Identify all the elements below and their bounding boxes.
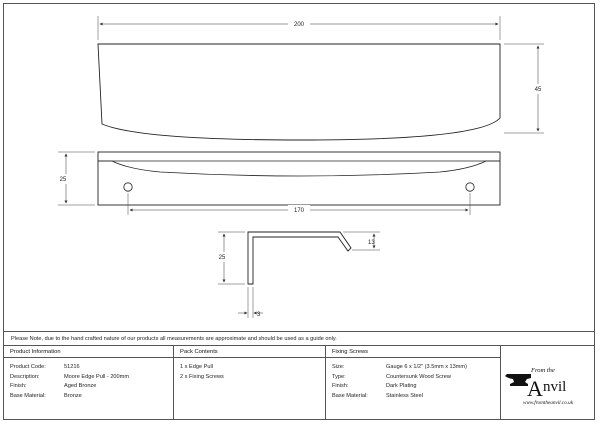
row-value: Aged Bronze <box>64 383 97 390</box>
disclaimer-note: Please Note, due to the hand crafted nature of our products all measurements are approximate and should be used as a guide only. <box>4 331 595 345</box>
row-value: Stainless Steel <box>386 392 424 399</box>
row-label: Base Material: <box>332 392 368 399</box>
spec-table <box>4 345 595 419</box>
table-row <box>4 392 173 402</box>
screw-hole-left <box>124 183 132 191</box>
row-label: Finish: <box>10 383 27 390</box>
row-value: Dark Plating <box>386 383 417 390</box>
logo-section <box>501 346 595 420</box>
logo-from-the: From the <box>531 367 555 374</box>
from-the-anvil-logo <box>501 346 595 420</box>
table-row <box>4 382 173 392</box>
edge-pull-front-outline <box>98 152 500 205</box>
row-value: 51216 <box>64 364 80 370</box>
top-height-dim: 45 <box>534 87 542 93</box>
product-info-heading: Product Information <box>4 346 173 358</box>
row-label: Description: <box>10 373 40 380</box>
row-value: Bronze <box>64 392 82 399</box>
logo-brand-initial: A <box>527 376 543 401</box>
logo-url: www.fromtheanvil.co.uk <box>523 400 573 406</box>
top-width-dim: 200 <box>293 22 305 28</box>
table-row <box>326 373 500 383</box>
row-label: Size: <box>332 364 345 370</box>
top-view <box>98 16 544 140</box>
list-item <box>174 363 325 373</box>
lip-height-dim: 13 <box>368 240 375 246</box>
table-row <box>4 363 173 373</box>
row-value: Gauge 6 x 1/2" (3.5mm x 13mm) <box>386 364 467 370</box>
list-item <box>174 373 325 383</box>
edge-pull-profile <box>248 232 351 284</box>
fixing-screws-heading: Fixing Screws <box>326 346 500 358</box>
pack-contents-section <box>174 346 326 420</box>
table-row <box>4 373 173 383</box>
profile-height-dim: 25 <box>218 255 226 261</box>
table-row <box>326 363 500 373</box>
profile-view <box>215 232 380 318</box>
fixing-screws-section <box>326 346 501 420</box>
row-value: Countersunk Wood Screw <box>386 373 451 380</box>
pack-item: 1 x Edge Pull <box>180 364 213 370</box>
row-value: Moore Edge Pull - 200mm <box>64 373 129 380</box>
table-row <box>326 382 500 392</box>
hole-spacing-dim: 170 <box>293 208 305 214</box>
edge-pull-top-outline <box>98 44 500 140</box>
side-height-dim: 25 <box>59 177 67 183</box>
row-label: Type: <box>332 373 346 380</box>
thickness-dim: 3 <box>257 312 261 318</box>
table-row <box>326 392 500 402</box>
logo-brand-name: nvil <box>543 379 567 395</box>
row-label: Base Material: <box>10 392 46 399</box>
row-label: Finish: <box>332 383 349 390</box>
pack-item: 2 x Fixing Screws <box>180 373 224 380</box>
pack-contents-heading: Pack Contents <box>174 346 325 358</box>
product-info-section <box>4 346 174 420</box>
front-view <box>57 152 500 215</box>
row-label: Product Code: <box>10 364 46 370</box>
screw-hole-right <box>466 183 474 191</box>
